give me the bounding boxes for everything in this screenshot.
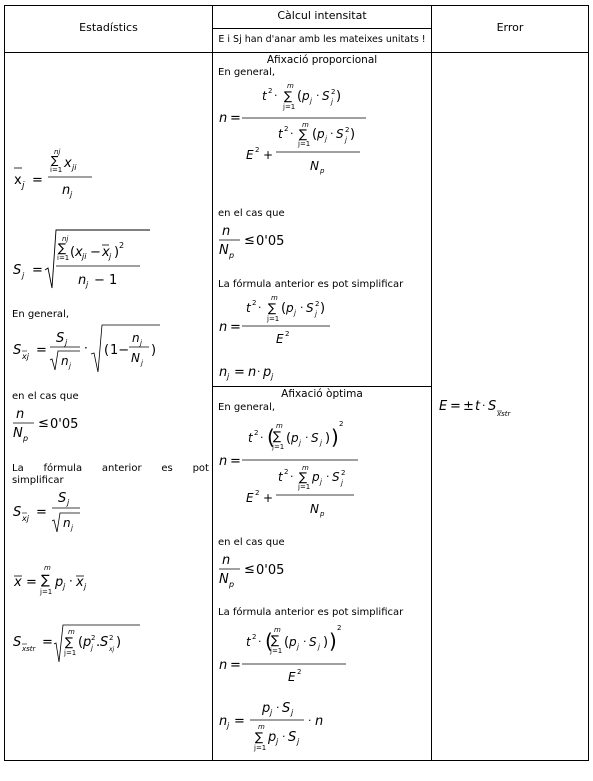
word-pot: pot [192, 463, 209, 474]
svg-text:S: S [332, 470, 340, 484]
svg-text:2: 2 [109, 634, 114, 642]
svg-text:n: n [62, 183, 71, 198]
svg-text:j=1: j=1 [298, 140, 311, 148]
header-intensity: Càlcul intensitat [277, 9, 367, 22]
svg-text:·: · [326, 470, 330, 483]
svg-text:2: 2 [91, 634, 96, 642]
svg-text:): ) [114, 245, 120, 260]
svg-text:t: t [246, 635, 251, 649]
svg-text:j: j [276, 737, 279, 746]
svg-text:2: 2 [119, 241, 125, 250]
table-border-top [4, 5, 589, 6]
svg-text:ji: ji [72, 163, 77, 172]
svg-text:p: p [312, 470, 320, 484]
svg-text:xj: xj [22, 352, 29, 361]
svg-text:): ) [325, 431, 331, 446]
svg-text:·: · [282, 730, 286, 743]
svg-text:n: n [222, 224, 231, 239]
left-simplificar: simplificar [12, 475, 64, 486]
svg-text:j: j [341, 479, 343, 487]
svg-text:j: j [320, 478, 322, 486]
svg-text:N: N [310, 159, 319, 173]
svg-text:xj: xj [109, 646, 115, 653]
svg-text:2: 2 [315, 300, 320, 308]
svg-text:n: n [315, 714, 324, 729]
formula-proportional-stratum-size [218, 362, 318, 388]
svg-text:m: m [44, 564, 51, 572]
svg-text:·: · [274, 89, 278, 102]
middle-top-en-el-cas-que: en el cas que [218, 208, 285, 219]
svg-text:− 1: − 1 [94, 273, 118, 288]
svg-text:S: S [100, 635, 109, 650]
svg-text:t: t [278, 470, 283, 484]
svg-text:p: p [320, 510, 325, 518]
svg-text:·: · [84, 341, 88, 355]
svg-text:j: j [291, 708, 294, 717]
svg-text:xstr: xstr [497, 410, 511, 418]
svg-text:=: = [32, 263, 43, 278]
svg-text:j: j [310, 97, 312, 105]
svg-text:nj: nj [54, 148, 61, 156]
svg-text:j: j [70, 190, 73, 199]
svg-text:n: n [219, 365, 228, 380]
svg-text:j: j [318, 643, 320, 651]
svg-text:m: m [258, 723, 265, 731]
svg-text:∑: ∑ [299, 470, 308, 484]
formula-mean-std-error [12, 322, 162, 381]
svg-text:∑: ∑ [273, 429, 282, 443]
svg-text:j: j [294, 309, 296, 317]
svg-text:p: p [262, 701, 271, 716]
svg-text:2: 2 [284, 125, 289, 133]
svg-text:2: 2 [339, 420, 344, 428]
svg-text:j=1: j=1 [270, 647, 283, 655]
svg-text:·: · [330, 127, 334, 140]
optimal-allocation-title: Afixació òptima [281, 388, 363, 400]
proportional-allocation-title: Afixació proporcional [266, 54, 378, 66]
svg-text:j: j [299, 439, 301, 447]
svg-text:·: · [482, 399, 486, 412]
svg-text:j: j [140, 339, 142, 347]
svg-text:): ) [336, 89, 342, 104]
svg-text:=: = [450, 399, 461, 414]
svg-text:=: = [230, 454, 241, 469]
column-divider-2 [431, 5, 432, 761]
svg-text:∑: ∑ [284, 89, 293, 103]
svg-text:m: m [302, 121, 309, 129]
svg-text:xstr: xstr [22, 645, 36, 653]
svg-text:n: n [61, 354, 69, 368]
svg-text:E: E [246, 148, 254, 162]
table-border-right [588, 5, 589, 761]
svg-text:S: S [13, 635, 22, 650]
svg-text:·: · [69, 574, 73, 588]
svg-text:=: = [230, 111, 241, 126]
header-intensity-note [213, 34, 431, 46]
svg-text:n: n [219, 714, 228, 729]
svg-text:): ) [151, 343, 157, 358]
svg-text:p: p [289, 635, 297, 649]
svg-text:x: x [14, 575, 22, 590]
svg-text:m: m [276, 422, 283, 430]
svg-text:·: · [276, 701, 280, 714]
svg-text:p: p [317, 127, 325, 141]
svg-text:j: j [22, 271, 25, 280]
svg-text:j: j [141, 359, 143, 367]
svg-text:∑: ∑ [268, 301, 277, 315]
column-divider-1 [212, 5, 213, 761]
formula-stratum-std [12, 224, 152, 298]
svg-text:j: j [270, 708, 273, 717]
svg-text:E: E [288, 670, 296, 684]
svg-text:x: x [64, 156, 72, 171]
svg-text:m: m [274, 626, 281, 634]
svg-text:N: N [131, 351, 140, 365]
svg-text:p: p [229, 251, 235, 260]
svg-text:): ) [350, 127, 356, 142]
svg-text:∑: ∑ [65, 635, 74, 649]
svg-text:−: − [90, 245, 101, 260]
left-simplify-sentence [12, 463, 209, 475]
svg-text:2: 2 [297, 668, 302, 676]
svg-text:S: S [311, 431, 319, 445]
table-border-left [4, 5, 5, 761]
svg-text:E: E [439, 399, 448, 414]
svg-text:i=1: i=1 [57, 254, 70, 262]
formula-mean-std-error-simplified [12, 488, 102, 540]
svg-text:t: t [278, 127, 283, 141]
svg-text:=: = [32, 173, 43, 188]
svg-text:E: E [276, 332, 284, 346]
svg-text:(: ( [312, 127, 318, 142]
svg-text:∑: ∑ [299, 127, 308, 141]
svg-text:S: S [336, 127, 344, 141]
svg-text:=: = [26, 575, 37, 590]
svg-text:+: + [263, 148, 274, 162]
svg-text:j: j [67, 498, 70, 507]
svg-text:p: p [320, 167, 325, 175]
svg-text:j=1: j=1 [267, 315, 280, 323]
middle-top-simplify-note: La fórmula anterior es pot simplificar [218, 279, 404, 290]
svg-text:N: N [219, 572, 229, 587]
svg-text:nj: nj [62, 235, 69, 243]
svg-text:j: j [345, 136, 347, 144]
svg-text:j: j [271, 372, 274, 381]
svg-text:t: t [248, 431, 253, 445]
left-en-general: En general, [12, 309, 70, 320]
svg-text:(: ( [297, 89, 303, 104]
svg-text:j: j [86, 280, 89, 289]
svg-text:∑: ∑ [255, 730, 264, 744]
svg-text:): ) [320, 301, 326, 316]
svg-text:): ) [331, 425, 339, 449]
svg-text:S: S [309, 635, 317, 649]
svg-text:2: 2 [345, 126, 350, 134]
svg-text:j=1: j=1 [254, 744, 267, 752]
svg-text:·: · [257, 365, 261, 378]
svg-text:j: j [297, 643, 299, 651]
svg-text:j=1: j=1 [298, 483, 311, 491]
svg-text:2: 2 [268, 87, 273, 95]
svg-text:2: 2 [285, 330, 290, 338]
svg-text:S: S [488, 399, 497, 414]
svg-text:j: j [297, 737, 300, 746]
svg-text:xj: xj [22, 514, 29, 523]
svg-text:∑: ∑ [58, 241, 67, 255]
svg-text:j: j [69, 362, 71, 370]
svg-text:S: S [306, 301, 314, 315]
svg-text:2: 2 [331, 88, 336, 96]
formula-stratified-std-error [12, 622, 152, 671]
header-statistics: Estadístics [79, 21, 138, 34]
svg-text:p: p [263, 365, 272, 380]
svg-text:p: p [83, 635, 92, 650]
svg-text:≤: ≤ [38, 416, 49, 431]
svg-text:j: j [65, 338, 68, 347]
svg-text:j: j [91, 644, 93, 652]
formula-stratum-mean [12, 142, 102, 206]
left-threshold: 0'05 [50, 417, 79, 432]
svg-text:n: n [132, 331, 140, 345]
middle-top-en-general: En general, [218, 67, 276, 78]
svg-text:·: · [260, 431, 264, 444]
middle-bottom-threshold: 0'05 [256, 563, 285, 578]
svg-text:N: N [310, 502, 319, 516]
svg-text:(: ( [286, 431, 292, 446]
svg-text:(: ( [265, 629, 273, 653]
svg-text:j: j [320, 439, 322, 447]
svg-text:t: t [262, 89, 267, 103]
svg-text:x: x [76, 575, 84, 590]
header-error: Error [496, 21, 524, 34]
svg-text:=: = [36, 343, 47, 358]
word-es: es [161, 463, 173, 474]
svg-text:·: · [290, 127, 294, 140]
svg-text:x: x [14, 173, 22, 188]
svg-text:n: n [78, 273, 87, 288]
svg-text:=: = [230, 320, 241, 335]
svg-text:j: j [63, 582, 66, 591]
svg-text:m: m [302, 464, 309, 472]
svg-text:±: ± [463, 399, 474, 414]
middle-bottom-en-el-cas-que: en el cas que [218, 537, 285, 548]
svg-text:j=1: j=1 [272, 443, 285, 451]
svg-text:2: 2 [254, 429, 259, 437]
formula-optimal-general [218, 414, 378, 526]
svg-text:j: j [227, 372, 230, 381]
svg-text:·: · [258, 301, 262, 314]
svg-text:·: · [308, 714, 312, 727]
svg-text:S: S [282, 701, 291, 716]
svg-text:j: j [331, 98, 333, 106]
svg-text:≤: ≤ [244, 562, 255, 577]
svg-text:j: j [315, 310, 317, 318]
svg-text:p: p [268, 730, 277, 745]
svg-text:S: S [13, 263, 22, 278]
svg-text:x: x [75, 245, 83, 260]
middle-bottom-simplify-note: La fórmula anterior es pot simplificar [218, 607, 404, 618]
svg-text:(: ( [284, 635, 290, 650]
header-divider [4, 52, 589, 53]
svg-text:S: S [13, 343, 22, 358]
formula-optimal-stratum-size [218, 697, 348, 763]
svg-text:2: 2 [255, 146, 260, 154]
svg-text:j: j [109, 252, 112, 261]
svg-text:n: n [219, 658, 228, 673]
svg-text:=: = [42, 635, 53, 650]
svg-text:·: · [305, 431, 309, 444]
svg-text:N: N [13, 426, 23, 441]
svg-text:i=1: i=1 [50, 166, 63, 174]
middle-bottom-en-general: En general, [218, 402, 276, 413]
svg-text:=: = [36, 505, 47, 520]
svg-text:=: = [234, 714, 245, 729]
svg-text:N: N [219, 243, 229, 258]
header-intensity-note-text: E i Sj han d'anar amb les mateixes unitats ! [218, 34, 426, 45]
svg-text:S: S [56, 331, 65, 346]
svg-text:m: m [271, 294, 278, 302]
svg-text:≤: ≤ [244, 233, 255, 248]
svg-text:2: 2 [337, 624, 342, 632]
middle-top-threshold: 0'05 [256, 234, 285, 249]
svg-text:·: · [303, 635, 307, 648]
formula-overall-mean [12, 562, 112, 608]
word-formula: fórmula [43, 463, 83, 474]
svg-text:(: ( [70, 245, 76, 260]
svg-text:S: S [13, 505, 22, 520]
svg-text:·: · [258, 635, 262, 648]
svg-text:n: n [219, 454, 228, 469]
svg-text:∑: ∑ [51, 154, 59, 167]
svg-text:=: = [234, 365, 245, 380]
svg-text:n: n [222, 553, 231, 568]
svg-text:=: = [230, 658, 241, 673]
svg-text:j=1: j=1 [64, 649, 77, 657]
svg-text:p: p [302, 89, 310, 103]
svg-text:n: n [219, 111, 228, 126]
word-la: La [12, 463, 24, 474]
svg-text:n: n [219, 320, 228, 335]
svg-text:p: p [55, 575, 64, 590]
svg-text:1−: 1− [110, 343, 130, 358]
svg-text:m: m [287, 82, 294, 90]
svg-text:t: t [475, 399, 481, 414]
svg-text:p: p [229, 580, 235, 589]
svg-text:j: j [227, 721, 230, 730]
svg-text:p: p [291, 431, 299, 445]
svg-text:): ) [329, 629, 337, 653]
svg-text:n: n [63, 516, 71, 530]
word-anterior: anterior [101, 463, 142, 474]
svg-text:∑: ∑ [41, 573, 50, 588]
svg-text:(: ( [104, 343, 110, 358]
header-subdivider [212, 28, 432, 29]
svg-text:ji: ji [82, 252, 87, 261]
svg-text:2: 2 [252, 633, 257, 641]
svg-text:j: j [71, 524, 73, 532]
svg-text:x: x [102, 245, 110, 260]
formula-proportional-simplified [218, 294, 348, 354]
svg-text:t: t [246, 301, 251, 315]
svg-text:·: · [290, 470, 294, 483]
svg-text:2: 2 [252, 299, 257, 307]
svg-text:S: S [58, 491, 67, 506]
svg-text:j=1: j=1 [40, 588, 53, 596]
svg-text:): ) [116, 635, 122, 650]
svg-text:.: . [96, 635, 101, 650]
svg-text:j: j [22, 181, 25, 191]
svg-text:E: E [246, 491, 254, 505]
svg-text:j: j [84, 582, 87, 591]
svg-text:n: n [16, 407, 25, 422]
svg-text:m: m [68, 628, 75, 636]
formula-proportional-general [218, 80, 378, 184]
svg-text:2: 2 [341, 469, 346, 477]
svg-text:∑: ∑ [271, 633, 280, 647]
formula-optimal-simplified [218, 620, 358, 690]
svg-text:n: n [248, 365, 257, 380]
svg-text:(: ( [78, 635, 84, 650]
left-en-el-cas-que: en el cas que [12, 391, 79, 402]
svg-text:): ) [323, 635, 329, 650]
svg-text:2: 2 [284, 468, 289, 476]
svg-text:p: p [286, 301, 294, 315]
formula-error [438, 394, 548, 424]
svg-text:S: S [288, 730, 297, 745]
svg-text:j: j [325, 135, 327, 143]
svg-text:+: + [263, 491, 274, 505]
svg-text:(: ( [281, 301, 287, 316]
svg-text:S: S [322, 89, 330, 103]
svg-text:p: p [23, 434, 29, 443]
svg-text:·: · [300, 301, 304, 314]
svg-text:2: 2 [255, 489, 260, 497]
svg-text:j=1: j=1 [283, 103, 296, 111]
svg-text:(: ( [267, 425, 275, 449]
svg-text:·: · [316, 89, 320, 102]
